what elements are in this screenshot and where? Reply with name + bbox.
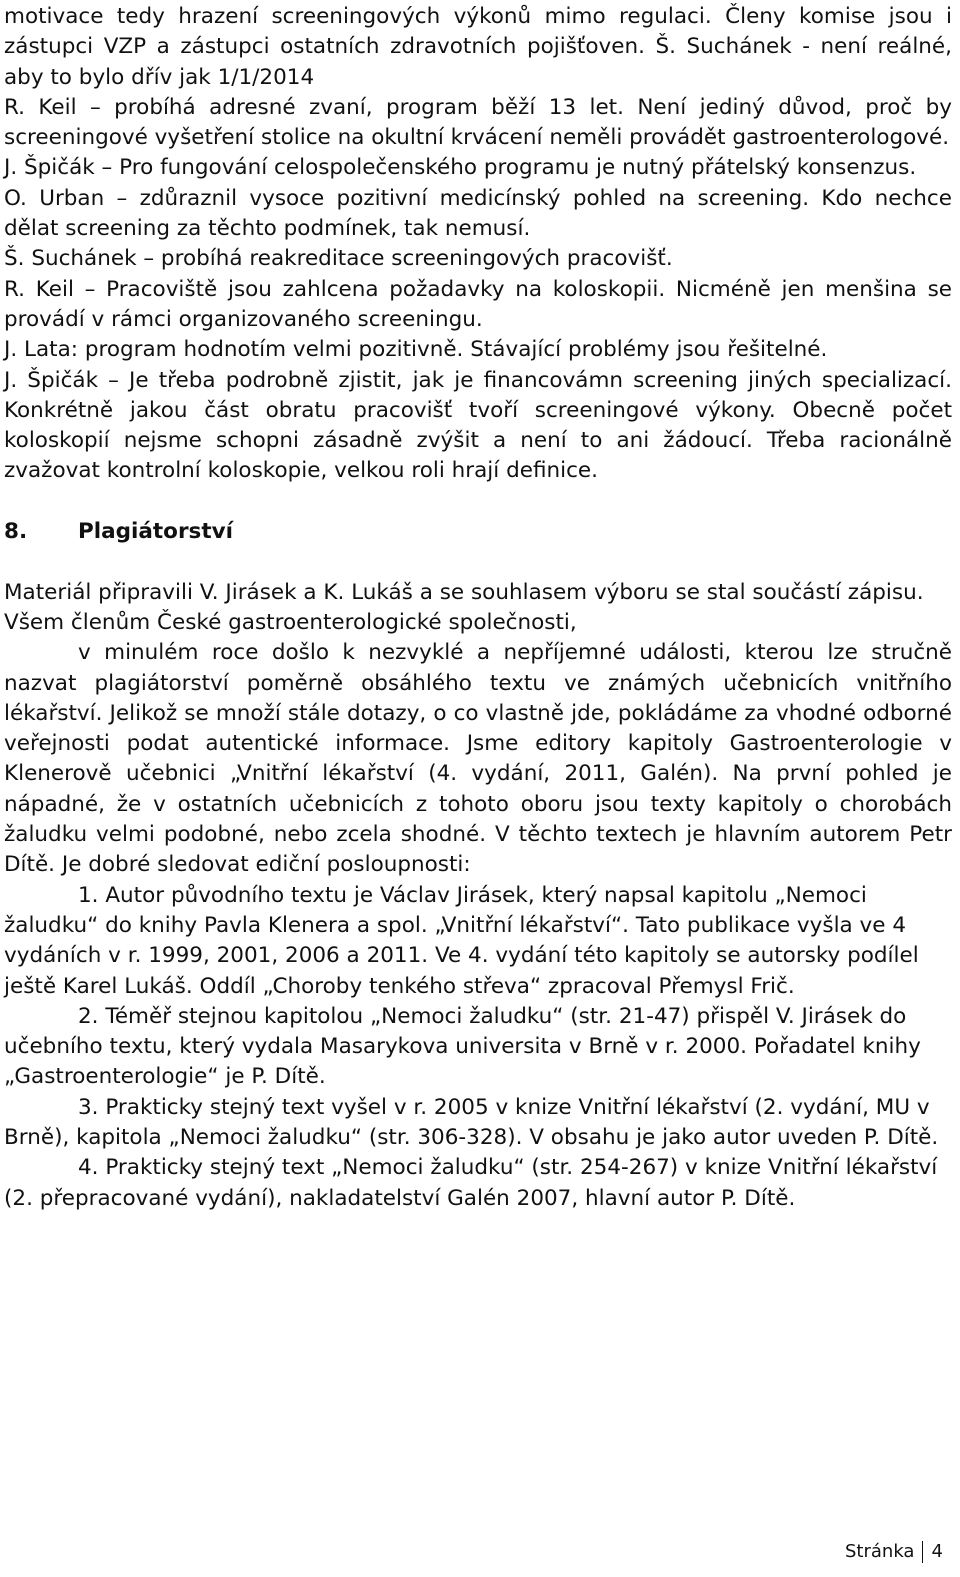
paragraph: Materiál připravili V. Jirásek a K. Lukáš a se souhlasem výboru se stal součástí zápisu. [4, 579, 924, 605]
paragraph: J. Lata: program hodnotím velmi pozitivně. Stávající problémy jsou řešitelné. [4, 337, 828, 363]
paragraph: J. Špičák – Je třeba podrobně zjistit, jak je financovámn screening jiných specializací. Konkrétně jakou část obratu pracovišť tvoří screeningové výkony. Obecně počet koloskopií nejsme schopni zásadně zvýšit a není to ani žádoucí. Třeba racionálně zvažovat kontrolní koloskopie, velkou roli hrají definice. [4, 367, 952, 484]
spacer [4, 547, 952, 577]
paragraph: R. Keil – Pracoviště jsou zahlcena požadavky na koloskopii. Nicméně jen menšina se provádí v rámci organizovaného screeningu. [4, 276, 952, 332]
footer-separator [922, 1541, 923, 1563]
document-page [4, 2, 952, 1214]
section-title: Plagiátorství [78, 519, 234, 545]
paragraph: O. Urban – zdůraznil vysoce pozitivní medicínský pohled na screening. Kdo nechce dělat screening za těchto podmínek, tak nemusí. [4, 185, 952, 242]
paragraph: Š. Suchánek – probíhá reakreditace screeningových pracovišť. [4, 246, 673, 272]
paragraph: v minulém roce došlo k nezvyklé a nepříjemné události, kterou lze stručně nazvat plagiátorství poměrně obsáhlého textu ve známých učebnicích vnitřního lékařství. Jelikož se množí stále dotazy, o co vlastně jde, pokládáme za vhodné odborné veřejnosti podat autentické informace. Jsme editory kapitoly Gastroenterologie v Klenerově učebnici „Vnitřní lékařství (4. vydání, 2011, Galén). Na první pohled je nápadné, že v ostatních učebnicích z tohoto oboru jsou texty kapitoly o chorobách žaludku velmi podobné, nebo zcela shodné. V těchto textech je hlavním autorem Petr Dítě. Je dobré sledovat ediční posloupnosti: [4, 640, 952, 878]
section-number: 8. [4, 519, 28, 545]
spacer [4, 487, 952, 517]
page-number: 4 [931, 1541, 943, 1562]
paragraph: R. Keil – probíhá adresné zvaní, program běží 13 let. Není jediný důvod, proč by screeningové vyšetření stolice na okultní krvácení neměli provádět gastroenterologové. [4, 94, 952, 151]
list-item: 4. Prakticky stejný text „Nemoci žaludku“ (str. 254-267) v knize Vnitřní lékařství (2. přepracované vydání), nakladatelství Galén 2007, hlavní autor P. Dítě. [4, 1155, 938, 1211]
salutation: Všem členům České gastroenterologické společnosti, [4, 609, 577, 635]
paragraph: J. Špičák – Pro fungování celospolečenského programu je nutný přátelský konsenzus. [4, 155, 917, 181]
page-footer [845, 1540, 943, 1564]
list-item: 2. Téměř stejnou kapitolou „Nemoci žaludku“ (str. 21-47) přispěl V. Jirásek do učebního textu, který vydala Masarykova universita v Brně v r. 2000. Pořadatel knihy „Gastroenterologie“ je P. Dítě. [4, 1003, 921, 1090]
list-item: 1. Autor původního textu je Václav Jirásek, který napsal kapitolu „Nemoci žaludku“ do knihy Pavla Klenera a spol. „Vnitřní lékařství“. Tato publikace vyšla ve 4 vydáních v r. 1999, 2001, 2006 a 2011. Ve 4. vydání této kapitoly se autorsky podílel ještě Karel Lukáš. Oddíl „Choroby tenkého střeva“ zpracoval Přemysl Frič. [4, 882, 919, 999]
list-item: 3. Prakticky stejný text vyšel v r. 2005 v knize Vnitřní lékařství (2. vydání, MU v Brně), kapitola „Nemoci žaludku“ (str. 306-328). V obsahu je jako autor uveden P. Dítě. [4, 1094, 939, 1150]
footer-label: Stránka [845, 1541, 915, 1562]
section-heading [4, 517, 952, 547]
paragraph: motivace tedy hrazení screeningových výkonů mimo regulaci. Členy komise jsou i zástupci VZP a zástupci ostatních zdravotních pojišťoven. Š. Suchánek - není reálné, aby to bylo dřív jak 1/1/2014 [4, 4, 952, 90]
